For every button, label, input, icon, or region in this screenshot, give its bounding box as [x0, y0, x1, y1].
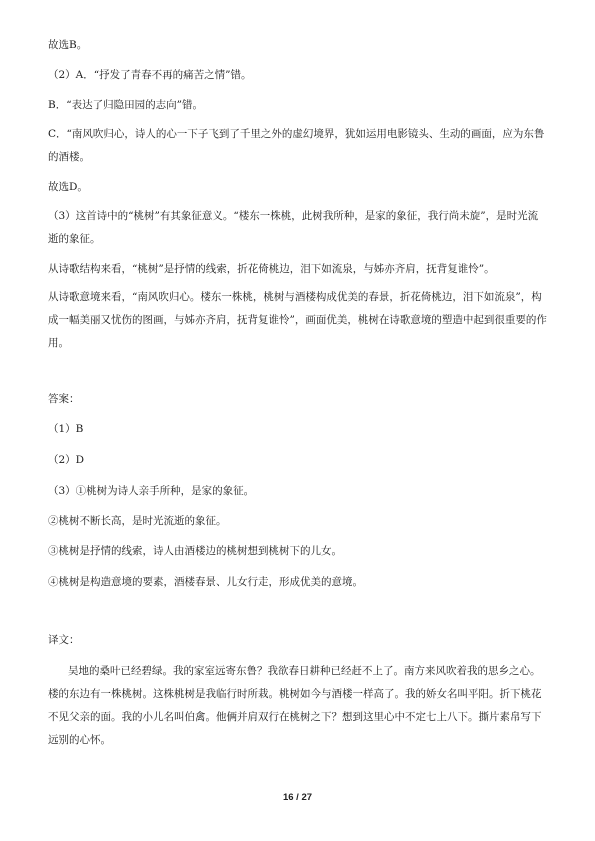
translation-body: 吴地的桑叶已经碧绿。我的家室远寄东鲁？我欲春日耕种已经赶不上了。南方来风吹着我的思乡之心。楼的东边有一株桃树。这株桃树是我临行时所栽。桃树如今与酒楼一样高了。我的娇女名叫平阳。折下桃花不见父亲的面。我的小儿名叫伯禽。他俩并肩双行在桃树之下？想到这里心中不定七上八下。撕片素帛写下远别的心怀。	[48, 665, 542, 746]
line-q2-b: B．“表达了归隐田园的志向”错。	[48, 99, 203, 111]
paragraph-q2-c: C．“南风吹归心，诗人的心一下子飞到了千里之外的虚幻境界，犹如运用电影镜头、生动的画面，应为东鲁的酒楼。	[48, 128, 545, 163]
answer-6: ④桃树是构造意境的要素，酒楼春景、儿女行走，形成优美的意境。	[48, 576, 363, 588]
translation-title: 译文：	[48, 634, 80, 646]
line-choose-b: 故选B。	[48, 39, 88, 51]
answer-4: ②桃树不断长高，是时光流逝的象征。	[48, 515, 227, 527]
line-q2-a: （2）A．“抒发了青春不再的痛苦之情”错。	[48, 69, 252, 81]
paragraph-artistic: 从诗歌意境来看，“南风吹归心。楼东一株桃，桃树与酒楼构成优美的春景，折花倚桃边，泪下如流泉”，构成一幅美丽又忧伤的图画，与姊亦齐肩，抚背复谁怜”，画面优美，桃树在诗歌意境的塑造中起到很重要的作用。	[48, 291, 547, 349]
paragraph-q3: （3）这首诗中的“桃树”有其象征意义。“楼东一株桃，此树我所种，是家的象征，我行尚未旋”，是时光流逝的象征。	[48, 210, 539, 245]
answer-title: 答案：	[48, 393, 80, 405]
line-structure: 从诗歌结构来看，“桃树”是抒情的线索，折花倚桃边，泪下如流泉，与姊亦齐肩，抚背复谁怜”。	[48, 263, 495, 275]
answer-2: （2）D	[48, 454, 85, 466]
answer-5: ③桃树是抒情的线索，诗人由酒楼边的桃树想到桃树下的儿女。	[48, 545, 342, 557]
answer-1: （1）B	[48, 423, 84, 435]
line-choose-d: 故选D。	[48, 181, 88, 193]
answer-3: （3）①桃树为诗人亲手所种，是家的象征。	[48, 485, 255, 497]
page-number: 16 / 27	[282, 792, 313, 803]
